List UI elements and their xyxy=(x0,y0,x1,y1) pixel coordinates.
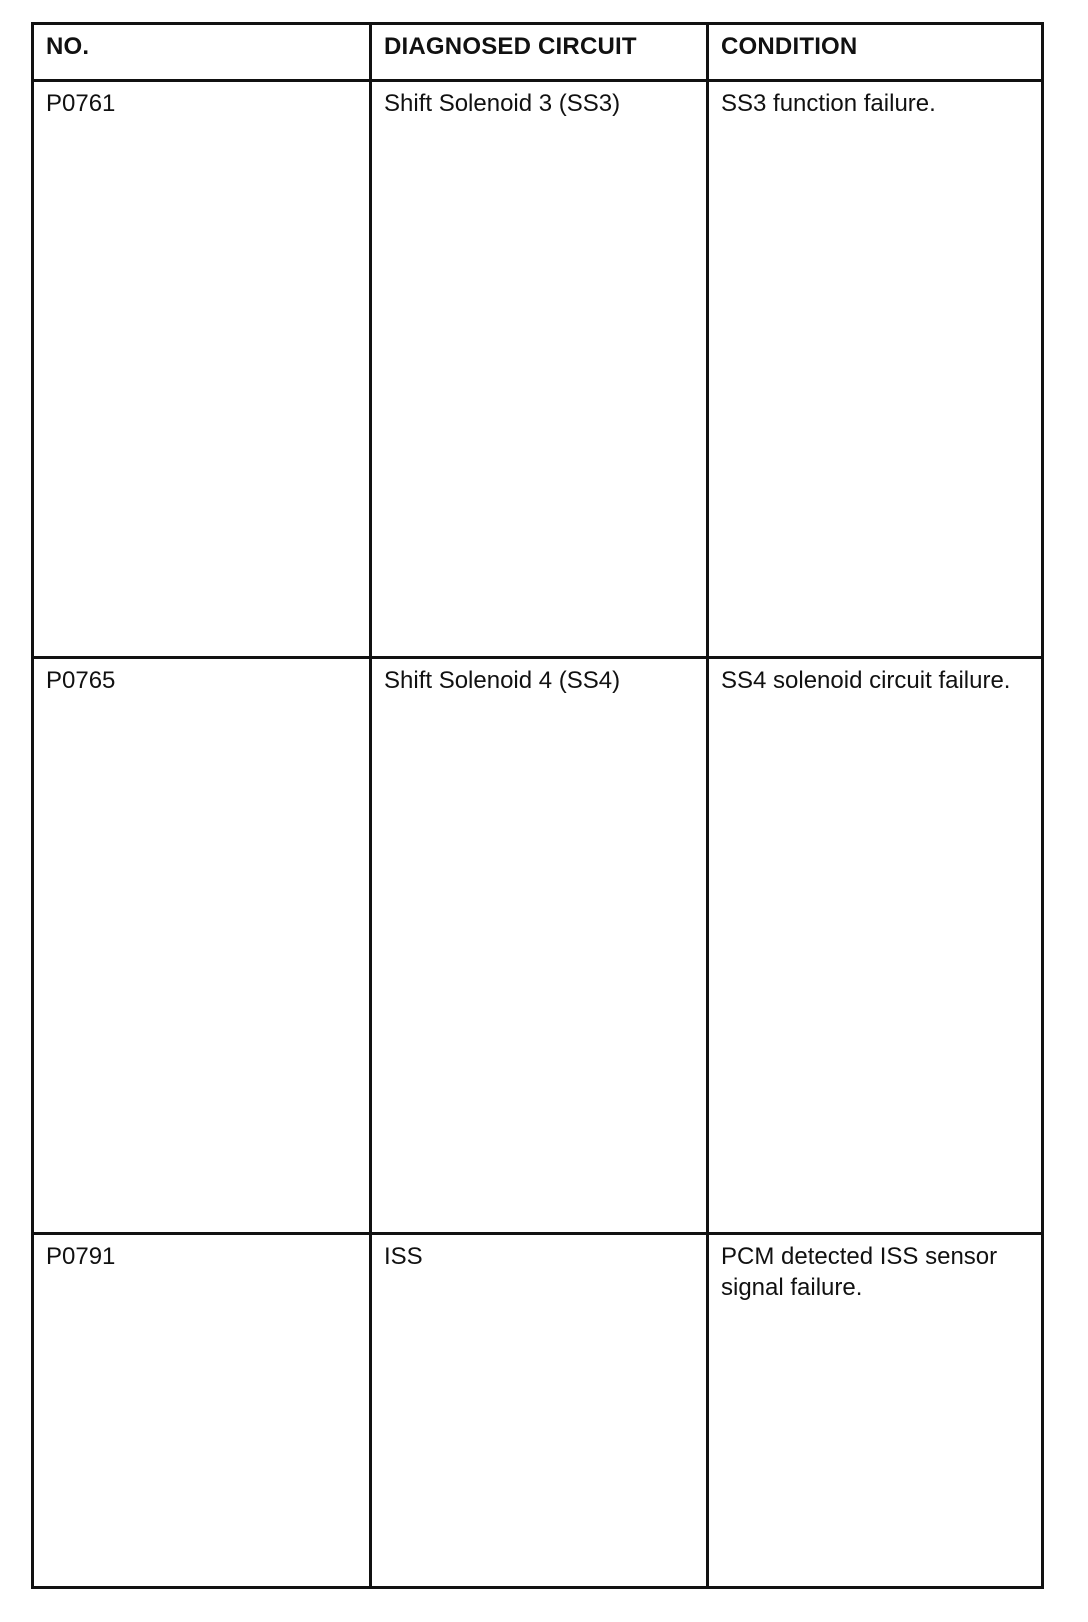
cell-no: P0791 xyxy=(33,1234,371,1588)
table-row xyxy=(33,1234,1043,1588)
cell-condition: SS4 solenoid circuit failure. xyxy=(708,658,1043,1234)
header-row xyxy=(33,24,1043,81)
cell-no: P0765 xyxy=(33,658,371,1234)
table-row xyxy=(33,81,1043,658)
cell-condition: PCM detected ISS sensor signal failure. xyxy=(708,1234,1043,1588)
cell-diagnosed-circuit: ISS xyxy=(371,1234,708,1588)
cell-diagnosed-circuit: Shift Solenoid 3 (SS3) xyxy=(371,81,708,658)
diagnostic-code-table-container xyxy=(31,22,1041,1568)
header-diagnosed-circuit: DIAGNOSED CIRCUIT xyxy=(371,24,708,81)
table-row xyxy=(33,658,1043,1234)
diagnostic-code-table xyxy=(31,22,1044,1589)
table-header xyxy=(33,24,1043,81)
table-body xyxy=(33,81,1043,1588)
cell-condition: SS3 function failure. xyxy=(708,81,1043,658)
header-no: NO. xyxy=(33,24,371,81)
header-condition: CONDITION xyxy=(708,24,1043,81)
cell-diagnosed-circuit: Shift Solenoid 4 (SS4) xyxy=(371,658,708,1234)
cell-no: P0761 xyxy=(33,81,371,658)
